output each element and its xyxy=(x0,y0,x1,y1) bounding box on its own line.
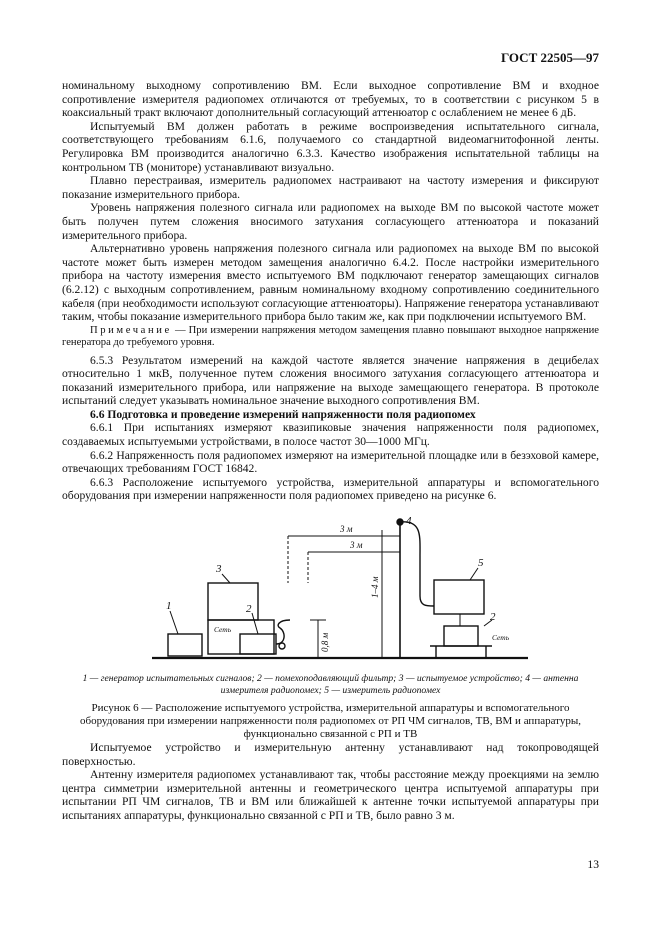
figure-legend: 1 — генератор испытательных сигналов; 2 — помехоподавляющий фильтр; 3 — испытуемое устройство; 4 — антенна измерителя радиопомех; 5 — измеритель радиопомех xyxy=(82,673,579,696)
note xyxy=(62,325,599,350)
label-2b: 2 xyxy=(490,611,496,623)
section-title: Подготовка и проведение измерений напряженности поля радиопомех xyxy=(107,407,476,421)
dim-3m-top: 3 м xyxy=(340,524,353,534)
generator-box xyxy=(168,634,202,656)
paragraph: номинальному выходному сопротивлению ВМ. Если выходное сопротивление ВМ и входное сопротивление измерителя радиопомех отличаются от требуемых, то в соответствии с рисунком 5 в коаксиальный тракт включают дополнительный согласующий аттенюатор с ослаблением не менее 6 дБ. xyxy=(62,79,599,120)
leader-line xyxy=(252,613,258,634)
note-text: — При измерении напряжения методом замещения плавно повышают выходное напряжение генератора до требуемого уровня. xyxy=(62,324,599,349)
paragraph: Плавно перестраивая, измеритель радиопомех настраивают на частоту измерения и фиксируют показание измерительного прибора. xyxy=(62,174,599,201)
section-heading xyxy=(62,408,599,422)
leader-line xyxy=(470,568,478,580)
leader-line xyxy=(170,611,178,634)
body-text-after xyxy=(62,741,599,823)
standard-header: ГОСТ 22505—97 xyxy=(500,50,599,65)
label-1: 1 xyxy=(166,600,172,612)
page-number: 13 xyxy=(587,858,599,871)
paragraph: Уровень напряжения полезного сигнала или радиопомех на выходе ВМ по высокой частоте может быть получен путем сложения вносимого затухания согласующего аттенюатора и показаний измерительного прибора. xyxy=(62,201,599,242)
paragraph: Испытуемый ВМ должен работать в режиме воспроизведения испытательного сигнала, соответствующего требованиям 6.1.6, получаемого со стандартной видеомагнитофонной ленты. Регулировка ВМ производится аналогично 6.3.3. Качество изображения испытательной таблицы на контрольном ТВ (мониторе) устанавливают визуально. xyxy=(62,119,599,174)
label-3: 3 xyxy=(216,563,222,575)
cable xyxy=(276,620,290,644)
connector-icon xyxy=(279,643,285,649)
label-5: 5 xyxy=(478,557,484,569)
leader-line xyxy=(222,574,230,583)
meter-box xyxy=(434,580,484,614)
paragraph-6-5-3: 6.5.3 Результатом измерений на каждой частоте является значение напряжения в децибелах относительно 1 мкВ, полученное путем сложения вносимого затухания согласующего аттенюатора и показаний измерительного прибора, или напряжение на выходе замещающего генератора. В протоколе испытаний следует указывать номинальное значение выходного сопротивления ВМ. xyxy=(62,353,599,408)
antenna-cable xyxy=(400,522,434,606)
paragraph: Антенну измерителя радиопомех устанавливают так, чтобы расстояние между проекциями на землю центра симметрии измерительной антенны и геометрического центра испытуемой аппаратуры при испытании РП ЧМ сигналов, ТВ и ВМ или ближайшей к антенне точки испытуемой аппаратуры при испытаниях аппаратуры, функционально связанной с РП и ТВ, было равно 3 м. xyxy=(62,768,599,822)
label-4: 4 xyxy=(406,516,412,527)
figure-caption: Рисунок 6 — Расположение испытуемого устройства, измерительной аппаратуры и вспомогательного оборудования при измерении напряженности поля радиопомех от РП ЧМ сигналов, ТВ, ВМ и аппаратуры, функционально связанной с РП и ТВ xyxy=(79,702,581,740)
mains-tag-left: Сеть xyxy=(214,625,232,634)
mains-tag-right: Сеть xyxy=(492,633,510,642)
dim-3m-bottom: 3 м xyxy=(350,540,363,550)
filter-box-right xyxy=(444,626,478,646)
note-label: Примечание xyxy=(90,324,172,336)
body-text xyxy=(62,79,599,503)
section-number: 6.6 xyxy=(90,407,105,421)
paragraph-6-6-1: 6.6.1 При испытаниях измеряют квазипиковые значения напряженности поля радиопомех, создаваемых испытуемыми устройствами, в полосе частот 30—1000 МГц. xyxy=(62,421,599,449)
paragraph: Испытуемое устройство и измерительную антенну устанавливают над токопроводящей поверхностью. xyxy=(62,741,599,768)
paragraph: Альтернативно уровень напряжения полезного сигнала или радиопомех на выходе ВМ по высокой частоте может быть измерен методом замещения аналогично 6.4.2. После настройки измерительного прибора на частоту измерения вместо испытуемого ВМ подключают генератор замещающих сигналов (6.2.12) с выходным сопротивлением, равным номинальному входному сопротивлению соединительного кабеля (при необходимости используют согласующие аттенюаторы). Напряжение генератора устанавливают таким, чтобы показание измерительного прибора было таким же, как при подключении испытуемого ВМ. xyxy=(62,242,599,324)
filter-box-left xyxy=(240,634,276,654)
figure-6-diagram xyxy=(100,516,580,666)
dim-height-08m: 0,8 м xyxy=(320,632,330,652)
paragraph-6-6-3: 6.6.3 Расположение испытуемого устройства, измерительной аппаратуры и вспомогательного оборудования при измерении напряженности поля радиопомех приведено на рисунке 6. xyxy=(62,475,599,503)
paragraph-6-6-2: 6.6.2 Напряженность поля радиопомех измеряют на измерительной площадке или в безэховой камере, отвечающих требованиям ГОСТ 16842. xyxy=(62,448,599,476)
dim-height-1-4m: 1–4 м xyxy=(370,576,380,598)
label-2a: 2 xyxy=(246,603,252,615)
